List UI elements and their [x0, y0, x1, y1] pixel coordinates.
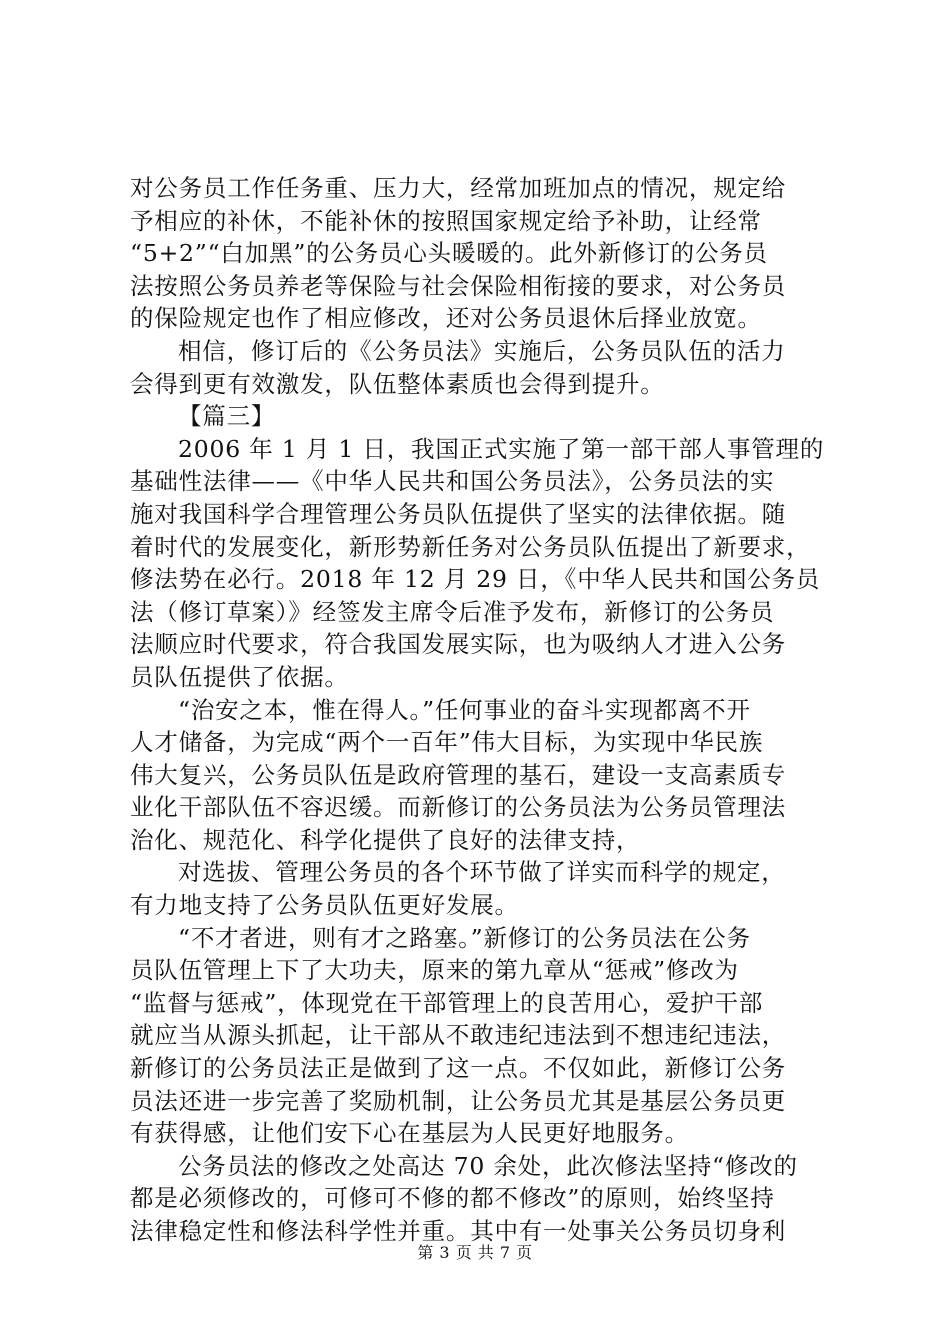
text-line: 对选拔、管理公务员的各个环节做了详实而科学的规定，	[178, 858, 786, 887]
text-line: 法（修订草案）》经签发主席令后准予发布，新修订的公务员	[130, 597, 775, 626]
text-line: 法律稳定性和修法科学性并重。其中有一处事关公务员切身利	[130, 1217, 787, 1245]
text-line: 就应当从源头抓起，让干部从不敢违纪违法到不想违纪违法，	[130, 1021, 787, 1050]
text-line: 公务员法的修改之处高达 70 余处，此次修法坚持“修改的	[178, 1151, 798, 1180]
paragraph	[130, 433, 830, 694]
paragraph	[130, 694, 830, 857]
text-line: “5+2”“白加黑”的公务员心头暖暖的。此外新修订的公务员	[130, 239, 768, 268]
text-line: 新修订的公务员法正是做到了这一点。不仅如此，新修订公务	[130, 1054, 787, 1083]
text-line: 员队伍提供了依据。	[130, 662, 349, 691]
paragraph	[130, 335, 830, 400]
text-line: 施对我国科学合理管理公务员队伍提供了坚实的法律依据。随	[130, 499, 787, 528]
paragraph	[130, 172, 830, 335]
text-line: 着时代的发展变化，新形势新任务对公务员队伍提出了新要求，	[130, 532, 811, 561]
paragraph	[130, 1150, 830, 1248]
text-line: 法顺应时代要求，符合我国发展实际，也为吸纳人才进入公务	[130, 630, 787, 659]
text-line: 【篇三】	[178, 402, 276, 431]
text-line: 修法势在必行。2018 年 12 月 29 日，《中华人民共和国公务员	[130, 565, 821, 594]
text-line: 的保险规定也作了相应修改，还对公务员退休后择业放宽。	[130, 304, 762, 333]
text-line: 员队伍管理上下了大功夫，原来的第九章从“惩戒”修改为	[130, 956, 739, 985]
text-line: 有获得感，让他们安下心在基层为人民更好地服务。	[130, 1119, 689, 1148]
text-line: 相信，修订后的《公务员法》实施后，公务员队伍的活力	[178, 336, 786, 365]
text-line: 法按照公务员养老等保险与社会保险相衔接的要求，对公务员	[130, 271, 787, 300]
text-line: 治化、规范化、科学化提供了良好的法律支持，	[130, 825, 641, 854]
text-line: “监督与惩戒”，体现党在干部管理上的良苦用心，爱护干部	[130, 988, 764, 1017]
text-line: 伟大复兴，公务员队伍是政府管理的基石，建设一支高素质专	[130, 760, 787, 789]
text-line: 员法还进一步完善了奖励机制，让公务员尤其是基层公务员更	[130, 1086, 787, 1115]
text-line: 基础性法律——《中华人民共和国公务员法》，公务员法的实	[130, 467, 775, 496]
text-line: 有力地支持了公务员队伍更好发展。	[130, 891, 519, 920]
text-line: “不才者进，则有才之路塞。”新修订的公务员法在公务	[178, 923, 751, 952]
document-body	[130, 172, 830, 1248]
text-line: 都是必须修改的，可修可不修的都不修改”的原则，始终坚持	[130, 1184, 775, 1213]
paragraph	[130, 922, 830, 1150]
text-line: 业化干部队伍不容迟缓。而新修订的公务员法为公务员管理法	[130, 793, 787, 822]
paragraph	[130, 400, 830, 433]
paragraph	[130, 856, 830, 921]
text-line: 对公务员工作任务重、压力大，经常加班加点的情况，规定给	[130, 174, 787, 202]
text-line: 会得到更有效激发，队伍整体素质也会得到提升。	[130, 369, 665, 398]
text-line: 2006 年 1 月 1 日，我国正式实施了第一部干部人事管理的	[178, 434, 825, 463]
page-footer: 第 3 页 共 7 页	[417, 1243, 533, 1262]
text-line: “治安之本，惟在得人。”任何事业的奋斗实现都离不开	[178, 695, 751, 724]
text-line: 人才储备，为完成“两个一百年”伟大目标，为实现中华民族	[130, 728, 764, 757]
text-line: 予相应的补休，不能补休的按照国家规定给予补助，让经常	[130, 206, 762, 235]
